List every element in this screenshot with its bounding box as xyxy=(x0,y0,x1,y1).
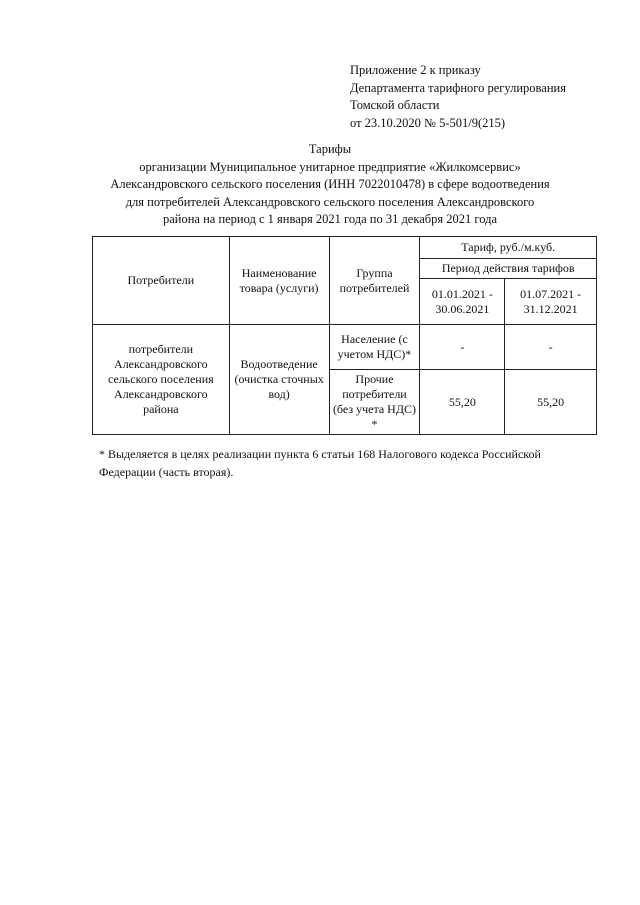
header-period-2: 01.07.2021 - 31.12.2021 xyxy=(505,279,597,325)
appendix-order-date: от 23.10.2020 № 5-501/9(215) xyxy=(350,115,506,130)
cell-value: - xyxy=(420,325,505,370)
appendix-line: Департамента тарифного регулирования xyxy=(350,80,566,95)
tariff-table xyxy=(92,236,597,435)
cell-service: Водоотведение (очистка сточных вод) xyxy=(229,325,329,435)
header-tariff: Тариф, руб./м.куб. xyxy=(420,237,597,259)
title-heading: Тарифы xyxy=(308,142,352,156)
cell-consumer: потребители Александровского сельского поселения Александровского района xyxy=(93,325,230,435)
table-row xyxy=(93,325,597,370)
title-line: Александровского сельского поселения (ИНН 7022010478) в сфере водоотведения xyxy=(110,177,550,191)
cell-value: 55,20 xyxy=(505,370,597,435)
header-group: Группа потребителей xyxy=(329,237,420,325)
footnote: * Выделяется в целях реализации пункта 6 статьи 168 Налогового кодекса Российской Федерации (часть вторая). xyxy=(99,447,541,479)
header-period: Период действия тарифов xyxy=(420,259,597,279)
cell-group: Прочие потребители (без учета НДС) * xyxy=(329,370,420,435)
header-service: Наименование товара (услуги) xyxy=(229,237,329,325)
cell-group: Население (с учетом НДС)* xyxy=(329,325,420,370)
title-line: района на период с 1 января 2021 года по 31 декабря 2021 года xyxy=(162,212,498,226)
appendix-reference xyxy=(350,62,566,132)
cell-value: - xyxy=(505,325,597,370)
header-period-1: 01.01.2021 - 30.06.2021 xyxy=(420,279,505,325)
title-line: организации Муниципальное унитарное предприятие «Жилкомсервис» xyxy=(139,159,521,174)
document-title xyxy=(60,141,600,229)
cell-value: 55,20 xyxy=(420,370,505,435)
title-line: для потребителей Александровского сельского поселения Александровского xyxy=(125,194,535,209)
appendix-line: Приложение 2 к приказу xyxy=(350,63,481,77)
appendix-line: Томской области xyxy=(350,98,440,112)
header-consumers: Потребители xyxy=(93,237,230,325)
